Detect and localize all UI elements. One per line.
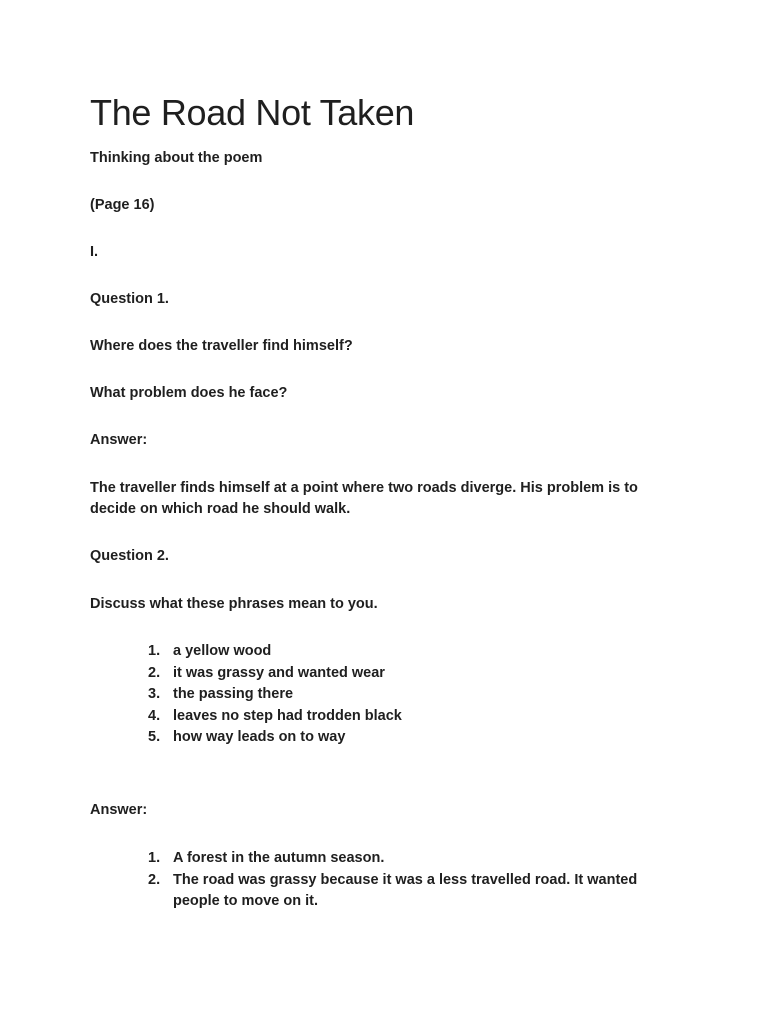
question-2-label: Question 2. <box>90 548 169 564</box>
list-text: how way leads on to way <box>173 729 346 745</box>
question-1-answer: The traveller finds himself at a point where two roads diverge. His problem is to decide on which road he should walk. <box>90 480 638 517</box>
list-number: 5. <box>148 729 161 745</box>
list-text: A forest in the autumn season. <box>173 850 385 866</box>
list-item <box>148 870 678 913</box>
list-item <box>148 663 678 685</box>
list-text: The road was grassy because it was a less travelled road. It wanted people to move on it. <box>173 871 638 909</box>
list-item <box>148 641 678 663</box>
list-number: 3. <box>148 686 161 702</box>
list-item <box>148 727 678 749</box>
list-number: 2. <box>148 664 161 681</box>
list-text: it was grassy and wanted wear <box>173 664 385 681</box>
question-1-answer-label: Answer: <box>90 432 148 448</box>
question-2-prompt: Discuss what these phrases mean to you. <box>90 596 378 612</box>
question-2-answer-label: Answer: <box>90 802 148 818</box>
question-1-line-2: What problem does he face? <box>90 385 288 401</box>
list-number: 1. <box>148 643 161 659</box>
document-title: The Road Not Taken <box>90 92 415 133</box>
list-text: a yellow wood <box>173 643 272 659</box>
question-1-label: Question 1. <box>90 291 169 307</box>
question-1-line-1: Where does the traveller find himself? <box>90 338 353 354</box>
subtitle: Thinking about the poem <box>90 150 263 166</box>
list-text: the passing there <box>173 686 294 702</box>
list-item <box>148 706 678 728</box>
list-number: 4. <box>148 707 161 724</box>
list-number: 2. <box>148 871 161 888</box>
page-reference: (Page 16) <box>90 197 155 213</box>
section-number: I. <box>90 244 99 260</box>
list-item <box>148 684 678 706</box>
list-item <box>148 848 678 870</box>
answer-list <box>148 848 678 913</box>
phrase-list <box>148 641 678 749</box>
list-number: 1. <box>148 850 161 866</box>
list-text: leaves no step had trodden black <box>173 707 402 724</box>
